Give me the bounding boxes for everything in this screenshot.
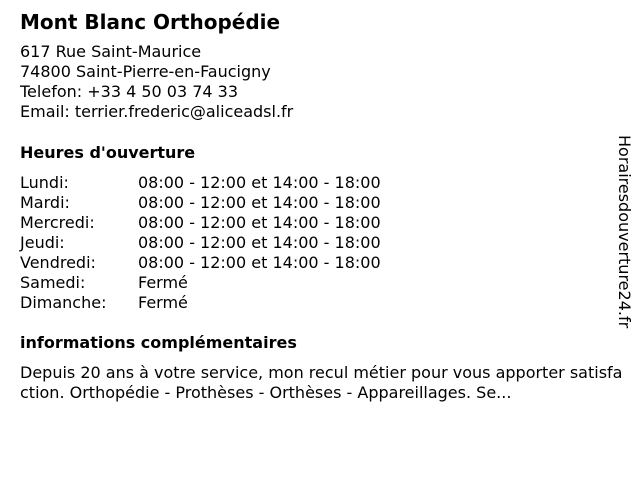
hours-day-label: Mercredi: — [20, 213, 95, 232]
hours-row-tuesday — [20, 193, 620, 213]
hours-day-label: Lundi: — [20, 173, 69, 192]
hours-time-value: 08:00 - 12:00 et 14:00 - 18:00 — [138, 213, 381, 232]
hours-time-value: 08:00 - 12:00 et 14:00 - 18:00 — [138, 233, 381, 252]
hours-row-wednesday — [20, 213, 620, 233]
opening-hours-table — [20, 173, 620, 313]
site-watermark: Horairesdouverture24.fr — [615, 135, 634, 329]
hours-row-sunday — [20, 293, 620, 313]
hours-day-label: Mardi: — [20, 193, 70, 212]
hours-row-thursday — [20, 233, 620, 253]
business-description: Depuis 20 ans à votre service, mon recul métier pour vous apporter satisfaction. Orthopédie - Prothèses - Orthèses - Appareillages. Se... — [20, 363, 623, 402]
business-card — [20, 10, 623, 403]
hours-day-label: Jeudi: — [20, 233, 65, 252]
hours-day-label: Dimanche: — [20, 293, 107, 312]
email-address: Email: terrier.frederic@aliceadsl.fr — [20, 102, 294, 121]
hours-row-monday — [20, 173, 620, 193]
hours-time-value: Fermé — [138, 293, 188, 312]
hours-row-friday — [20, 253, 620, 273]
hours-time-value: 08:00 - 12:00 et 14:00 - 18:00 — [138, 253, 381, 272]
hours-time-value: 08:00 - 12:00 et 14:00 - 18:00 — [138, 173, 381, 192]
hours-heading: Heures d'ouverture — [20, 143, 196, 162]
address-line-1: 617 Rue Saint-Maurice — [20, 42, 202, 61]
info-heading: informations complémentaires — [20, 333, 297, 352]
hours-row-saturday — [20, 273, 620, 293]
business-name: Mont Blanc Orthopédie — [20, 10, 281, 34]
hours-day-label: Vendredi: — [20, 253, 96, 272]
hours-time-value: Fermé — [138, 273, 188, 292]
phone-number: Telefon: +33 4 50 03 74 33 — [20, 82, 239, 101]
hours-time-value: 08:00 - 12:00 et 14:00 - 18:00 — [138, 193, 381, 212]
hours-day-label: Samedi: — [20, 273, 86, 292]
address-line-2: 74800 Saint-Pierre-en-Faucigny — [20, 62, 271, 81]
